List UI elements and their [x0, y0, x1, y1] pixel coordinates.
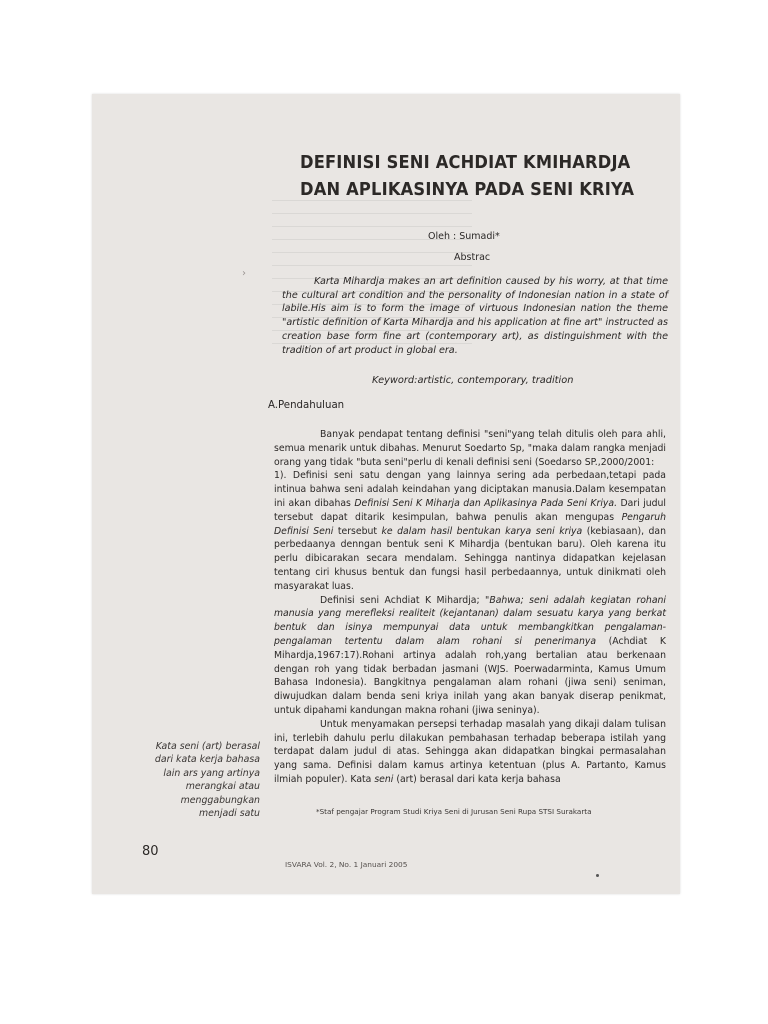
- abstract-body: Karta Mihardja makes an art definition caused by his worry, at that time the cultural art condition and the personality of Indonesian nation in a state of labile.His aim is to form the image of virtuous Indonesian nation the theme "artistic definition of Karta Mihardja and his application at fine art" instructed as creation base form fine art (contemporary art), as distinguishment with the tradition of art product in global era.: [282, 276, 668, 356]
- paragraph-1a: Banyak pendapat tentang definisi "seni"yang telah ditulis oleh para ahli, semua menarik untuk dibahas. Menurut Soedarto Sp, "maka dalam rangka menjadi orang yang tidak "buta seni"perlu di kenali definisi seni (Soedarso SP.,2000/2001:: [274, 429, 666, 468]
- scan-speck: [596, 874, 599, 877]
- abstract-text: [282, 275, 668, 357]
- article-title: [300, 150, 635, 204]
- abstract-heading: Abstrac: [454, 252, 491, 263]
- section-heading: A.Pendahuluan: [268, 400, 345, 411]
- body-text: [274, 428, 666, 787]
- footnote: *Staf pengajar Program Studi Kriya Seni di Jurusan Seni Rupa STSI Surakarta: [316, 807, 592, 816]
- paragraph-2: Definisi seni Achdiat K Mihardja; "Bahwa; seni adalah kegiatan rohani manusia yang merefleksi realiteit (kejantanan) dalam sesuatu karya yang berkat bentuk dan isinya mempunyai data untuk membangkitkan pengalaman-pengalaman tertentu dalam alam rohani si penerimanya (Achdiat K Mihardja,1967:17).Rohani artinya adalah roh,yang bertalian atau berkenaan dengan roh yang tidak berbadan jasmani (WJS. Poerwadarminta, Kamus Umum Bahasa Indonesia). Bangkitnya pengalaman alam rohani (jiwa seni) seniman, diwujudkan dalam benda seni kriya inilah yang akan banyak diserap penikmat, untuk dipahami kandungan makna rohani (jiwa seninya).: [274, 594, 666, 716]
- author-line: Oleh : Sumadi*: [428, 231, 500, 242]
- paragraph-1b: 1). Definisi seni satu dengan yang lainnya sering ada perbedaan,tetapi pada intinua bahwa seni adalah keindahan yang diciptakan manusia.Dalam kesempatan ini akan dibahas Definisi Seni K Miharja dan Aplikasinya Pada Seni Kriya. Dari judul tersebut dapat ditarik kesimpulan, bahwa penulis akan mengupas Pengaruh Definisi Seni tersebut ke dalam hasil bentukan karya seni kriya (kebiasaan), dan perbedaanya denngan bentuk seni K Mihardja (bentukan baru). Oleh karena itu perlu dibicarakan secara mendalam. Sehingga nantinya didapatkan kejelasan tentang ciri khusus bentuk dan fungsi hasil perbedaannya, untuk dinikmati oleh masyarakat luas.: [274, 470, 667, 592]
- title-line-2: DAN APLIKASINYA PADA SENI KRIYA: [300, 180, 635, 200]
- margin-mark: ›: [242, 268, 246, 279]
- title-line-1: DEFINISI SENI ACHDIAT KMIHARDJA: [300, 153, 631, 173]
- page-number: 80: [142, 844, 159, 859]
- paragraph-3: Untuk menyamakan persepsi terhadap masalah yang dikaji dalam tulisan ini, terlebih dahulu perlu dilakukan pembahasan terhadap beberapa istilah yang terdapat dalam judul di atas. Sehingga akan didapatkan bingkai permasalahan yang sama. Definisi dalam kamus artinya ketentuan (plus A. Partanto, Kamus ilmiah populer). Kata seni (art) berasal dari kata kerja bahasa: [274, 718, 666, 785]
- keyword-line: Keyword:artistic, contemporary, tradition: [372, 375, 574, 386]
- margin-pull-quote: Kata seni (art) berasal dari kata kerja bahasa lain ars yang artinya merangkai atau menggabungkan menjadi satu: [154, 741, 260, 820]
- journal-footer: ISVARA Vol. 2, No. 1 Januari 2005: [285, 860, 408, 869]
